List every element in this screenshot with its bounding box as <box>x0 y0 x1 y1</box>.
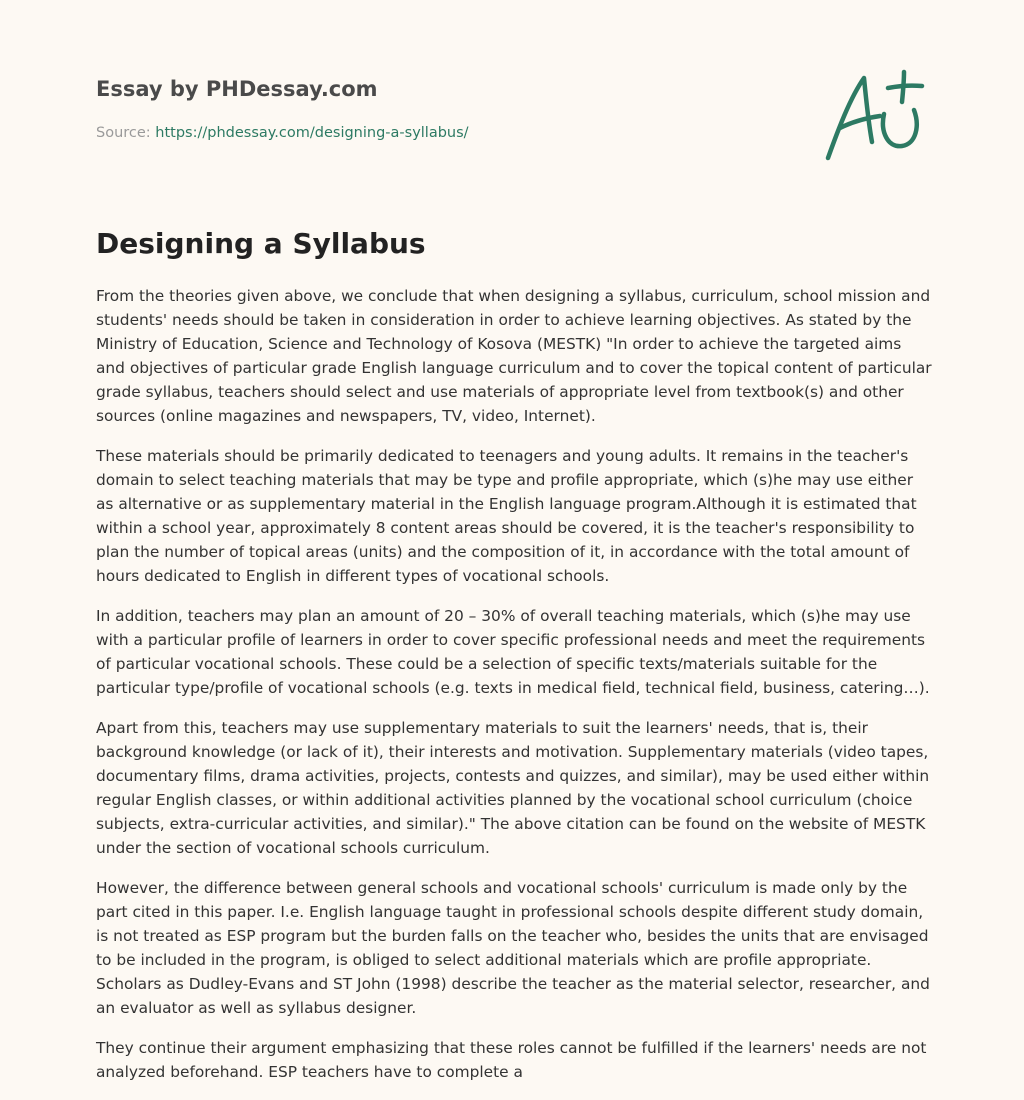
source-label: Source: <box>96 125 156 141</box>
essay-paragraph: In addition, teachers may plan an amount of 20 – 30% of overall teaching materials, which (s)he may use with a particular profile of learners in order to cover specific professional needs and meet the requirements of particular vocational schools. These could be a selection of specific texts/materials suitable for the particular type/profile of vocational schools (e.g. texts in medical field, technical field, business, catering…). <box>96 607 930 697</box>
essay-title: Designing a Syllabus <box>96 227 426 260</box>
essay-paragraph: However, the difference between general schools and vocational schools' curriculum is made only by the part cited in this paper. I.e. English language taught in professional schools despite different study domain, is not treated as ESP program but the burden falls on the teacher who, besides the units that are envisaged to be included in the program, is obliged to select additional materials which are profile appropriate. Scholars as Dudley-Evans and ST John (1998) describe the teacher as the material selector, researcher, and an evaluator as well as syllabus designer. <box>96 879 930 1017</box>
essay-paragraph: These materials should be primarily dedicated to teenagers and young adults. It remains in the teacher's domain to select teaching materials that may be type and profile appropriate, which (s)he may use either as alternative or as supplementary material in the English language program.Although it is estimated that within a school year, approximately 8 content areas should be covered, it is the teacher's responsibility to plan the number of topical areas (units) and the composition of it, in accordance with the total amount of hours dedicated to English in different types of vocational schools. <box>96 447 917 585</box>
essay-paragraph: Apart from this, teachers may use supplementary materials to suit the learners' needs, that is, their background knowledge (or lack of it), their interests and motivation. Supplementary materials (video tapes, documentary films, drama activities, projects, contests and quizzes, and similar), may be used either within regular English classes, or within additional activities planned by the vocational school curriculum (choice subjects, extra-curricular activities, and similar)." The above citation can be found on the website of MESTK under the section of vocational schools curriculum. <box>96 719 930 857</box>
essay-body <box>96 284 932 1100</box>
source-line <box>96 123 696 143</box>
site-title: Essay by PHDessay.com <box>96 77 378 101</box>
a-plus-logo-icon <box>822 68 926 164</box>
header <box>96 74 696 143</box>
source-link[interactable]: https://phdessay.com/designing-a-syllabus/ <box>155 125 469 141</box>
essay-paragraph: They continue their argument emphasizing that these roles cannot be fulfilled if the learners' needs are not analyzed beforehand. ESP teachers have to complete a <box>96 1039 927 1081</box>
essay-paragraph: From the theories given above, we conclude that when designing a syllabus, curriculum, school mission and students' needs should be taken in consideration in order to achieve learning objectives. As stated by the Ministry of Education, Science and Technology of Kosova (MESTK) "In order to achieve the targeted aims and objectives of particular grade English language curriculum and to cover the topical content of particular grade syllabus, teachers should select and use materials of appropriate level from textbook(s) and other sources (online magazines and newspapers, TV, video, Internet). <box>96 287 932 425</box>
